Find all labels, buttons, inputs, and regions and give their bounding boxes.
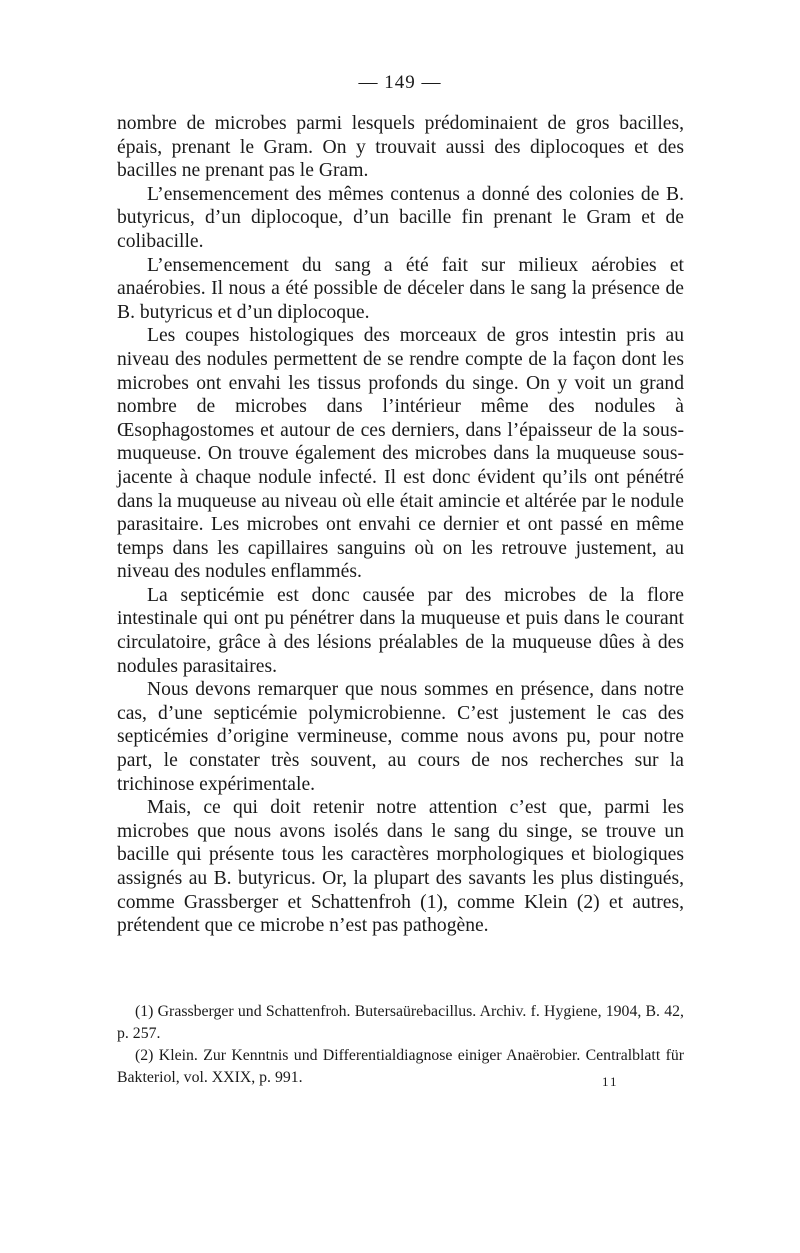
signature-mark: 11 xyxy=(602,1074,619,1089)
body-text xyxy=(117,112,684,938)
paragraph-5: La septicémie est donc causée par des microbes de la flore intestinale qui ont pu pénétrer dans la muqueuse et puis dans le courant circulatoire, grâce à des lésions préalables de la muqueuse dûes à des nodules parasitaires. xyxy=(117,584,684,677)
paragraph-2: L’ensemencement des mêmes contenus a donné des colonies de B. butyricus, d’un diplocoque, d’un bacille fin prenant le Gram et de colibacille. xyxy=(117,183,684,252)
page-number: — 149 — xyxy=(358,72,442,93)
footnotes xyxy=(117,1001,684,1089)
paragraph-6: Nous devons remarquer que nous sommes en présence, dans notre cas, d’une septicémie polymicrobienne. C’est justement le cas des septicémies d’origine vermineuse, comme nous avons pu, pour notre part, le constater très souvent, au cours de nos recherches sur la trichinose expérimentale. xyxy=(117,679,684,795)
paragraph-3: L’ensemencement du sang a été fait sur milieux aérobies et anaérobies. Il nous a été possible de déceler dans le sang la présence de B. butyricus et d’un diplocoque. xyxy=(117,254,684,323)
footnote-2: (2) Klein. Zur Kenntnis und Differentialdiagnose einiger Anaërobier. Centralblatt für Bakteriol, vol. XXIX, p. 991. xyxy=(117,1047,684,1086)
paragraph-7: Mais, ce qui doit retenir notre attention c’est que, parmi les microbes que nous avons isolés dans le sang du singe, se trouve un bacille qui présente tous les caractères morphologiques et biologiques assignés au B. butyricus. Or, la plupart des savants les plus distingués, comme Grassberger et Schattenfroh (1), comme Klein (2) et autres, prétendent que ce microbe n’est pas pathogène. xyxy=(117,797,684,937)
footnote-1: (1) Grassberger und Schattenfroh. Butersaürebacillus. Archiv. f. Hygiene, 1904, B. 42, p. 257. xyxy=(117,1003,684,1042)
paragraph-1: nombre de microbes parmi lesquels prédominaient de gros bacilles, épais, prenant le Gram. On y trouvait aussi des diplocoques et des bacilles ne prenant pas le Gram. xyxy=(117,113,684,182)
paragraph-4: Les coupes histologiques des morceaux de gros intestin pris au niveau des nodules permettent de se rendre compte de la façon dont les microbes ont envahi les tissus profonds du singe. On y voit un grand nombre de microbes dans l’intérieur même des nodules à Œsophagostomes et autour de ces derniers, dans l’épaisseur de la sous-muqueuse. On trouve également des microbes dans la muqueuse sous-jacente à chaque nodule infecté. Il est donc évident qu’ils ont pénétré dans la muqueuse au niveau où elle était amincie et altérée par le nodule parasitaire. Les microbes ont envahi ce dernier et ont passé en même temps dans les capillaires sanguins où on les retrouve justement, au niveau des nodules enflammés. xyxy=(117,325,684,583)
